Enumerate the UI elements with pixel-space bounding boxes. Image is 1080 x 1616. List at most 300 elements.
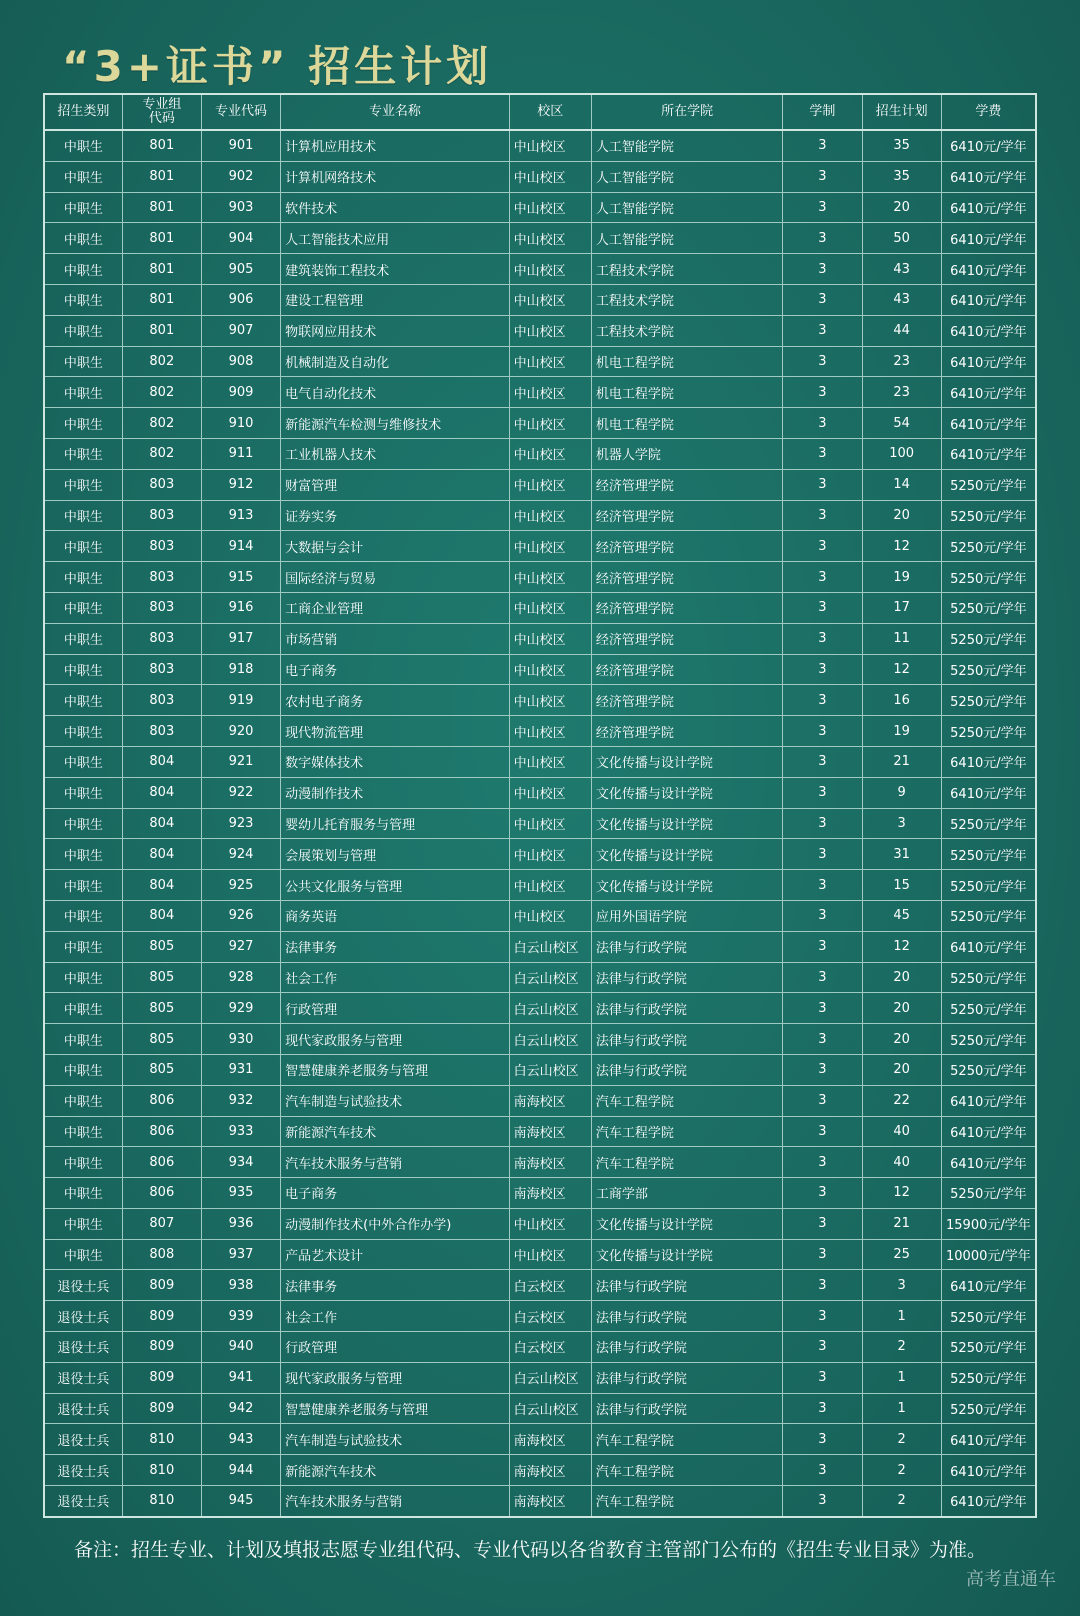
cell-campus: 中山校区 xyxy=(509,531,591,562)
cell-plan: 2 xyxy=(862,1332,941,1363)
table-row xyxy=(44,900,1036,931)
header-tuition: 学费 xyxy=(941,94,1036,130)
cell-campus: 中山校区 xyxy=(509,777,591,808)
cell-major-code: 940 xyxy=(201,1332,280,1363)
cell-category: 中职生 xyxy=(44,685,122,716)
cell-major-code: 936 xyxy=(201,1208,280,1239)
watermark: 高考直通车 xyxy=(966,1569,1056,1590)
cell-major-name: 农村电子商务 xyxy=(281,685,509,716)
cell-duration: 3 xyxy=(783,1393,862,1424)
cell-category: 中职生 xyxy=(44,654,122,685)
cell-college: 人工智能学院 xyxy=(591,130,782,161)
cell-tuition: 5250元/学年 xyxy=(941,500,1036,531)
cell-group-code: 801 xyxy=(122,284,201,315)
cell-campus: 中山校区 xyxy=(509,1208,591,1239)
cell-plan: 12 xyxy=(862,531,941,562)
cell-category: 中职生 xyxy=(44,130,122,161)
cell-campus: 中山校区 xyxy=(509,438,591,469)
cell-tuition: 6410元/学年 xyxy=(941,130,1036,161)
cell-group-code: 807 xyxy=(122,1208,201,1239)
cell-major-code: 921 xyxy=(201,746,280,777)
table-row xyxy=(44,685,1036,716)
cell-campus: 南海校区 xyxy=(509,1178,591,1209)
header-duration: 学制 xyxy=(783,94,862,130)
cell-major-code: 915 xyxy=(201,562,280,593)
cell-tuition: 5250元/学年 xyxy=(941,1332,1036,1363)
cell-tuition: 6410元/学年 xyxy=(941,284,1036,315)
cell-category: 退役士兵 xyxy=(44,1301,122,1332)
cell-major-code: 922 xyxy=(201,777,280,808)
cell-tuition: 5250元/学年 xyxy=(941,1054,1036,1085)
cell-duration: 3 xyxy=(783,161,862,192)
cell-college: 法律与行政学院 xyxy=(591,1332,782,1363)
cell-tuition: 6410元/学年 xyxy=(941,192,1036,223)
cell-category: 中职生 xyxy=(44,716,122,747)
cell-college: 机电工程学院 xyxy=(591,377,782,408)
table-row xyxy=(44,223,1036,254)
cell-college: 法律与行政学院 xyxy=(591,1301,782,1332)
cell-plan: 15 xyxy=(862,870,941,901)
cell-campus: 中山校区 xyxy=(509,377,591,408)
cell-category: 中职生 xyxy=(44,777,122,808)
cell-major-name: 机械制造及自动化 xyxy=(281,346,509,377)
cell-campus: 中山校区 xyxy=(509,315,591,346)
cell-major-name: 会展策划与管理 xyxy=(281,839,509,870)
cell-tuition: 6410元/学年 xyxy=(941,1455,1036,1486)
cell-tuition: 5250元/学年 xyxy=(941,1178,1036,1209)
table-row xyxy=(44,1455,1036,1486)
table-row xyxy=(44,1270,1036,1301)
cell-major-code: 918 xyxy=(201,654,280,685)
cell-campus: 白云山校区 xyxy=(509,1393,591,1424)
cell-plan: 54 xyxy=(862,408,941,439)
cell-college: 文化传播与设计学院 xyxy=(591,777,782,808)
cell-major-name: 计算机应用技术 xyxy=(281,130,509,161)
cell-group-code: 809 xyxy=(122,1270,201,1301)
cell-major-code: 903 xyxy=(201,192,280,223)
cell-campus: 白云校区 xyxy=(509,1332,591,1363)
cell-duration: 3 xyxy=(783,254,862,285)
cell-duration: 3 xyxy=(783,623,862,654)
cell-group-code: 803 xyxy=(122,531,201,562)
cell-campus: 白云山校区 xyxy=(509,1024,591,1055)
table-row xyxy=(44,500,1036,531)
cell-plan: 2 xyxy=(862,1455,941,1486)
footnote: 备注：招生专业、计划及填报志愿专业组代码、专业代码以各省教育主管部门公布的《招生专业目录》为准。 xyxy=(74,1539,987,1561)
cell-college: 人工智能学院 xyxy=(591,192,782,223)
cell-major-name: 新能源汽车检测与维修技术 xyxy=(281,408,509,439)
table-row xyxy=(44,1239,1036,1270)
cell-group-code: 810 xyxy=(122,1455,201,1486)
cell-major-name: 动漫制作技术 xyxy=(281,777,509,808)
cell-plan: 1 xyxy=(862,1362,941,1393)
cell-major-code: 920 xyxy=(201,716,280,747)
table-row xyxy=(44,962,1036,993)
table-row xyxy=(44,1362,1036,1393)
cell-tuition: 5250元/学年 xyxy=(941,993,1036,1024)
cell-duration: 3 xyxy=(783,993,862,1024)
cell-major-code: 944 xyxy=(201,1455,280,1486)
cell-college: 工程技术学院 xyxy=(591,315,782,346)
cell-major-name: 动漫制作技术(中外合作办学) xyxy=(281,1208,509,1239)
cell-category: 退役士兵 xyxy=(44,1393,122,1424)
cell-campus: 中山校区 xyxy=(509,223,591,254)
cell-major-code: 930 xyxy=(201,1024,280,1055)
cell-duration: 3 xyxy=(783,438,862,469)
table-row xyxy=(44,1147,1036,1178)
cell-group-code: 804 xyxy=(122,746,201,777)
cell-campus: 中山校区 xyxy=(509,1239,591,1270)
cell-major-code: 942 xyxy=(201,1393,280,1424)
cell-plan: 2 xyxy=(862,1424,941,1455)
cell-tuition: 6410元/学年 xyxy=(941,777,1036,808)
cell-category: 中职生 xyxy=(44,1147,122,1178)
cell-major-code: 913 xyxy=(201,500,280,531)
cell-tuition: 5250元/学年 xyxy=(941,654,1036,685)
cell-major-code: 941 xyxy=(201,1362,280,1393)
cell-tuition: 5250元/学年 xyxy=(941,1393,1036,1424)
cell-college: 文化传播与设计学院 xyxy=(591,1208,782,1239)
table-row xyxy=(44,623,1036,654)
cell-category: 中职生 xyxy=(44,900,122,931)
table-row xyxy=(44,531,1036,562)
cell-major-code: 924 xyxy=(201,839,280,870)
cell-campus: 中山校区 xyxy=(509,623,591,654)
table-row xyxy=(44,438,1036,469)
cell-campus: 中山校区 xyxy=(509,469,591,500)
cell-major-name: 计算机网络技术 xyxy=(281,161,509,192)
cell-campus: 南海校区 xyxy=(509,1116,591,1147)
cell-category: 中职生 xyxy=(44,346,122,377)
cell-category: 中职生 xyxy=(44,746,122,777)
cell-tuition: 5250元/学年 xyxy=(941,870,1036,901)
cell-duration: 3 xyxy=(783,870,862,901)
cell-tuition: 6410元/学年 xyxy=(941,1116,1036,1147)
table-row xyxy=(44,839,1036,870)
header-group-code: 专业组代码 xyxy=(122,94,201,130)
cell-category: 中职生 xyxy=(44,931,122,962)
cell-plan: 1 xyxy=(862,1301,941,1332)
cell-duration: 3 xyxy=(783,1024,862,1055)
cell-group-code: 805 xyxy=(122,993,201,1024)
cell-plan: 23 xyxy=(862,346,941,377)
cell-group-code: 810 xyxy=(122,1486,201,1517)
cell-group-code: 809 xyxy=(122,1393,201,1424)
cell-duration: 3 xyxy=(783,315,862,346)
cell-plan: 2 xyxy=(862,1486,941,1517)
cell-campus: 中山校区 xyxy=(509,500,591,531)
header-college: 所在学院 xyxy=(591,94,782,130)
cell-major-name: 证券实务 xyxy=(281,500,509,531)
cell-category: 退役士兵 xyxy=(44,1424,122,1455)
table-row xyxy=(44,1024,1036,1055)
cell-major-code: 938 xyxy=(201,1270,280,1301)
cell-major-code: 928 xyxy=(201,962,280,993)
cell-major-code: 901 xyxy=(201,130,280,161)
cell-category: 中职生 xyxy=(44,284,122,315)
cell-duration: 3 xyxy=(783,1486,862,1517)
cell-plan: 44 xyxy=(862,315,941,346)
cell-tuition: 5250元/学年 xyxy=(941,1024,1036,1055)
cell-group-code: 809 xyxy=(122,1332,201,1363)
cell-college: 经济管理学院 xyxy=(591,469,782,500)
cell-college: 法律与行政学院 xyxy=(591,1362,782,1393)
cell-group-code: 802 xyxy=(122,346,201,377)
cell-major-name: 现代家政服务与管理 xyxy=(281,1024,509,1055)
cell-duration: 3 xyxy=(783,1301,862,1332)
cell-campus: 中山校区 xyxy=(509,870,591,901)
cell-college: 汽车工程学院 xyxy=(591,1486,782,1517)
cell-plan: 43 xyxy=(862,254,941,285)
cell-college: 文化传播与设计学院 xyxy=(591,746,782,777)
table-row xyxy=(44,130,1036,161)
cell-duration: 3 xyxy=(783,716,862,747)
cell-category: 中职生 xyxy=(44,870,122,901)
cell-tuition: 5250元/学年 xyxy=(941,900,1036,931)
cell-tuition: 5250元/学年 xyxy=(941,623,1036,654)
cell-major-code: 908 xyxy=(201,346,280,377)
cell-group-code: 805 xyxy=(122,931,201,962)
cell-group-code: 802 xyxy=(122,438,201,469)
enrollment-plan-table xyxy=(43,93,1037,1518)
cell-major-name: 现代家政服务与管理 xyxy=(281,1362,509,1393)
cell-major-name: 汽车技术服务与营销 xyxy=(281,1147,509,1178)
cell-category: 中职生 xyxy=(44,808,122,839)
cell-major-name: 电子商务 xyxy=(281,654,509,685)
cell-college: 经济管理学院 xyxy=(591,685,782,716)
cell-major-code: 931 xyxy=(201,1054,280,1085)
cell-group-code: 803 xyxy=(122,592,201,623)
cell-campus: 中山校区 xyxy=(509,130,591,161)
cell-tuition: 5250元/学年 xyxy=(941,1362,1036,1393)
cell-duration: 3 xyxy=(783,900,862,931)
cell-major-code: 916 xyxy=(201,592,280,623)
table-row xyxy=(44,254,1036,285)
cell-category: 中职生 xyxy=(44,1085,122,1116)
cell-plan: 31 xyxy=(862,839,941,870)
cell-tuition: 6410元/学年 xyxy=(941,438,1036,469)
cell-duration: 3 xyxy=(783,592,862,623)
cell-plan: 19 xyxy=(862,562,941,593)
cell-tuition: 6410元/学年 xyxy=(941,931,1036,962)
cell-major-name: 建筑装饰工程技术 xyxy=(281,254,509,285)
cell-tuition: 5250元/学年 xyxy=(941,839,1036,870)
cell-tuition: 5250元/学年 xyxy=(941,469,1036,500)
cell-group-code: 803 xyxy=(122,562,201,593)
cell-group-code: 804 xyxy=(122,900,201,931)
cell-duration: 3 xyxy=(783,284,862,315)
cell-duration: 3 xyxy=(783,1424,862,1455)
cell-major-code: 945 xyxy=(201,1486,280,1517)
cell-group-code: 802 xyxy=(122,408,201,439)
cell-group-code: 801 xyxy=(122,254,201,285)
cell-duration: 3 xyxy=(783,469,862,500)
cell-duration: 3 xyxy=(783,839,862,870)
cell-group-code: 805 xyxy=(122,962,201,993)
cell-college: 经济管理学院 xyxy=(591,716,782,747)
header-major-code: 专业代码 xyxy=(201,94,280,130)
cell-duration: 3 xyxy=(783,685,862,716)
cell-category: 退役士兵 xyxy=(44,1332,122,1363)
cell-campus: 南海校区 xyxy=(509,1147,591,1178)
cell-category: 中职生 xyxy=(44,438,122,469)
cell-plan: 35 xyxy=(862,161,941,192)
table-row xyxy=(44,716,1036,747)
cell-campus: 白云校区 xyxy=(509,1301,591,1332)
cell-tuition: 6410元/学年 xyxy=(941,408,1036,439)
cell-major-code: 934 xyxy=(201,1147,280,1178)
cell-college: 经济管理学院 xyxy=(591,654,782,685)
cell-campus: 白云山校区 xyxy=(509,962,591,993)
cell-college: 经济管理学院 xyxy=(591,592,782,623)
cell-category: 中职生 xyxy=(44,192,122,223)
cell-duration: 3 xyxy=(783,500,862,531)
cell-major-name: 智慧健康养老服务与管理 xyxy=(281,1393,509,1424)
cell-category: 中职生 xyxy=(44,1208,122,1239)
cell-major-code: 926 xyxy=(201,900,280,931)
cell-major-name: 人工智能技术应用 xyxy=(281,223,509,254)
cell-duration: 3 xyxy=(783,1362,862,1393)
cell-college: 汽车工程学院 xyxy=(591,1085,782,1116)
table-row xyxy=(44,562,1036,593)
cell-major-code: 907 xyxy=(201,315,280,346)
cell-major-name: 数字媒体技术 xyxy=(281,746,509,777)
cell-major-code: 919 xyxy=(201,685,280,716)
cell-group-code: 803 xyxy=(122,469,201,500)
cell-college: 工商学部 xyxy=(591,1178,782,1209)
cell-major-code: 917 xyxy=(201,623,280,654)
cell-plan: 9 xyxy=(862,777,941,808)
cell-major-name: 财富管理 xyxy=(281,469,509,500)
cell-duration: 3 xyxy=(783,408,862,439)
cell-duration: 3 xyxy=(783,377,862,408)
cell-major-code: 935 xyxy=(201,1178,280,1209)
cell-group-code: 801 xyxy=(122,130,201,161)
cell-major-code: 906 xyxy=(201,284,280,315)
cell-duration: 3 xyxy=(783,808,862,839)
cell-plan: 17 xyxy=(862,592,941,623)
cell-plan: 50 xyxy=(862,223,941,254)
cell-campus: 南海校区 xyxy=(509,1085,591,1116)
cell-major-code: 923 xyxy=(201,808,280,839)
cell-major-code: 904 xyxy=(201,223,280,254)
cell-category: 中职生 xyxy=(44,993,122,1024)
cell-campus: 白云山校区 xyxy=(509,931,591,962)
cell-major-code: 909 xyxy=(201,377,280,408)
cell-major-code: 914 xyxy=(201,531,280,562)
table-row xyxy=(44,469,1036,500)
cell-plan: 1 xyxy=(862,1393,941,1424)
cell-duration: 3 xyxy=(783,1270,862,1301)
enrollment-table-container xyxy=(43,93,1037,1518)
cell-major-code: 932 xyxy=(201,1085,280,1116)
cell-major-name: 商务英语 xyxy=(281,900,509,931)
cell-category: 退役士兵 xyxy=(44,1455,122,1486)
cell-plan: 21 xyxy=(862,1208,941,1239)
cell-major-code: 902 xyxy=(201,161,280,192)
cell-college: 汽车工程学院 xyxy=(591,1116,782,1147)
cell-tuition: 5250元/学年 xyxy=(941,716,1036,747)
cell-college: 工程技术学院 xyxy=(591,284,782,315)
cell-college: 法律与行政学院 xyxy=(591,962,782,993)
cell-major-code: 912 xyxy=(201,469,280,500)
cell-campus: 中山校区 xyxy=(509,592,591,623)
cell-college: 法律与行政学院 xyxy=(591,1393,782,1424)
cell-campus: 南海校区 xyxy=(509,1455,591,1486)
cell-group-code: 802 xyxy=(122,377,201,408)
cell-campus: 中山校区 xyxy=(509,562,591,593)
cell-campus: 中山校区 xyxy=(509,161,591,192)
cell-plan: 12 xyxy=(862,654,941,685)
cell-major-name: 公共文化服务与管理 xyxy=(281,870,509,901)
cell-duration: 3 xyxy=(783,562,862,593)
cell-group-code: 808 xyxy=(122,1239,201,1270)
cell-campus: 中山校区 xyxy=(509,746,591,777)
cell-category: 中职生 xyxy=(44,254,122,285)
cell-campus: 南海校区 xyxy=(509,1486,591,1517)
cell-college: 应用外国语学院 xyxy=(591,900,782,931)
cell-major-name: 物联网应用技术 xyxy=(281,315,509,346)
cell-group-code: 803 xyxy=(122,500,201,531)
cell-tuition: 10000元/学年 xyxy=(941,1239,1036,1270)
cell-major-code: 911 xyxy=(201,438,280,469)
cell-category: 中职生 xyxy=(44,1116,122,1147)
cell-major-name: 电子商务 xyxy=(281,1178,509,1209)
cell-campus: 中山校区 xyxy=(509,284,591,315)
cell-plan: 20 xyxy=(862,192,941,223)
cell-category: 中职生 xyxy=(44,469,122,500)
cell-plan: 3 xyxy=(862,1270,941,1301)
cell-category: 中职生 xyxy=(44,562,122,593)
table-row xyxy=(44,808,1036,839)
cell-major-name: 法律事务 xyxy=(281,931,509,962)
cell-duration: 3 xyxy=(783,1116,862,1147)
table-row xyxy=(44,1116,1036,1147)
cell-category: 中职生 xyxy=(44,1239,122,1270)
cell-tuition: 6410元/学年 xyxy=(941,254,1036,285)
cell-major-name: 智慧健康养老服务与管理 xyxy=(281,1054,509,1085)
table-row xyxy=(44,346,1036,377)
cell-tuition: 6410元/学年 xyxy=(941,1085,1036,1116)
cell-campus: 白云山校区 xyxy=(509,1054,591,1085)
cell-plan: 43 xyxy=(862,284,941,315)
cell-college: 法律与行政学院 xyxy=(591,1054,782,1085)
cell-group-code: 804 xyxy=(122,870,201,901)
table-row xyxy=(44,315,1036,346)
cell-category: 中职生 xyxy=(44,377,122,408)
table-row xyxy=(44,1178,1036,1209)
cell-category: 中职生 xyxy=(44,1178,122,1209)
cell-plan: 3 xyxy=(862,808,941,839)
cell-major-name: 软件技术 xyxy=(281,192,509,223)
cell-major-name: 建设工程管理 xyxy=(281,284,509,315)
cell-major-code: 910 xyxy=(201,408,280,439)
cell-major-name: 行政管理 xyxy=(281,1332,509,1363)
cell-campus: 白云山校区 xyxy=(509,993,591,1024)
header-category: 招生类别 xyxy=(44,94,122,130)
cell-major-code: 939 xyxy=(201,1301,280,1332)
cell-tuition: 6410元/学年 xyxy=(941,315,1036,346)
cell-tuition: 6410元/学年 xyxy=(941,1486,1036,1517)
cell-college: 文化传播与设计学院 xyxy=(591,839,782,870)
cell-duration: 3 xyxy=(783,1054,862,1085)
cell-college: 法律与行政学院 xyxy=(591,1270,782,1301)
table-row xyxy=(44,1208,1036,1239)
cell-category: 中职生 xyxy=(44,531,122,562)
cell-group-code: 806 xyxy=(122,1116,201,1147)
cell-plan: 14 xyxy=(862,469,941,500)
cell-major-name: 工商企业管理 xyxy=(281,592,509,623)
